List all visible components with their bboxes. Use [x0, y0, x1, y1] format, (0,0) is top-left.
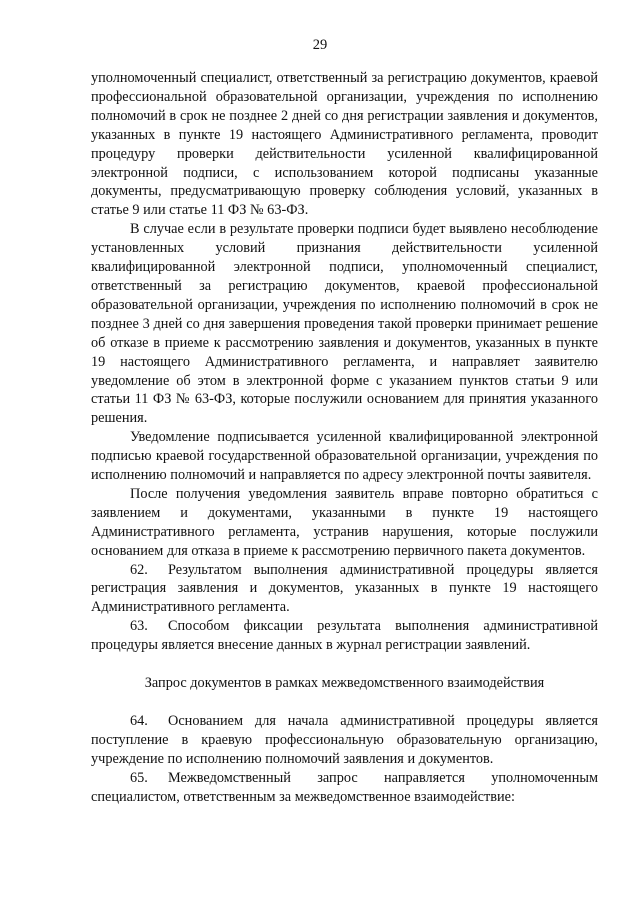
paragraph: уполномоченный специалист, ответственный за регистрацию документов, краевой профессиональной образовательной организации, учреждения по исполнению полномочий в срок не позднее 2 дней со дня регистрации заявления и документов, указанных в пункте 19 настоящего Административного регламента, проводит процедуру проверки действительности усиленной квалифицированной электронной подписи, с использованием которой подписаны указанные документы, предусматривающую проверку соблюдения условий, указанных в статье 9 или статье 11 ФЗ № 63-ФЗ.: [91, 70, 598, 219]
paragraph: После получения уведомления заявитель вправе повторно обратиться с заявлением и документами, указанными в пункте 19 настоящего Административного регламента, устранив нарушения, которые послужили основанием для отказа в приеме к рассмотрению первичного пакета документов.: [91, 485, 598, 559]
paragraph: Уведомление подписывается усиленной квалифицированной электронной подписью краевой государственной образовательной организации, учреждения по исполнению полномочий и направляется по адресу электронной почты заявителя.: [91, 429, 598, 484]
page-number: 29: [312, 37, 328, 53]
numbered-paragraph-62: [91, 561, 598, 618]
paragraph-number: 65.: [130, 769, 148, 786]
paragraph-text: Результатом выполнения административной процедуры является регистрация заявления и документов, указанных в пункте 19 настоящего Административного регламента.: [91, 561, 598, 616]
paragraph-number: 63.: [130, 618, 148, 635]
numbered-paragraph-65: [91, 769, 598, 807]
paragraph-number: 64.: [130, 713, 148, 729]
numbered-paragraph-63: [91, 617, 598, 655]
numbered-paragraph-64: [91, 712, 598, 769]
paragraph: В случае если в результате проверки подписи будет выявлено несоблюдение установленных условий признания действительности усиленной квалифицированной электронной подписи, уполномоченный специалист, ответственный за регистрацию документов, краевой профессиональной образовательной организации, учреждения по исполнению полномочий в срок не позднее 3 дней со дня завершения проведения такой проверки принимает решение об отказе в приеме к рассмотрению заявления и документов, указанных в пункте 19 настоящего Административного регламента, и направляет заявителю уведомление об этом в электронной форме с указанием пунктов статьи 9 или статьи 11 ФЗ № 63-ФЗ, которые послужили основанием для принятия указанного решения.: [91, 221, 598, 427]
paragraph-text: Способом фиксации результата выполнения административной процедуры является внесение данных в журнал регистрации заявлений.: [91, 618, 598, 654]
paragraph-number: 62.: [130, 561, 148, 578]
paragraph-text: Межведомственный запрос направляется уполномоченным специалистом, ответственным за межведомственное взаимодействие:: [91, 769, 598, 805]
document-body: [91, 69, 598, 807]
paragraph-text: Основанием для начала административной процедуры является поступление в краевую профессиональную образовательную организацию, учреждение по исполнению полномочий заявления и документов.: [91, 713, 598, 767]
section-heading: Запрос документов в рамках межведомственного взаимодействия: [144, 675, 545, 692]
